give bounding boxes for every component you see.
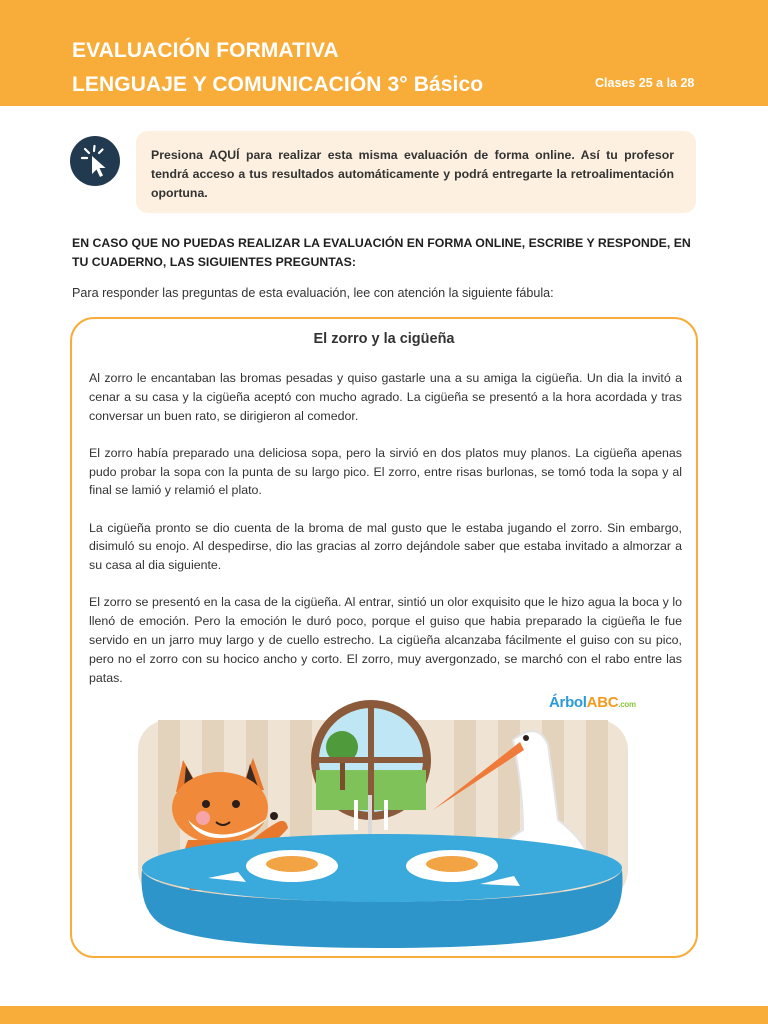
round-table	[142, 834, 623, 948]
story-paragraph-4: El zorro se presentó en la casa de la cigüeña. Al entrar, sintió un olor exquisito que le hizo agua la boca y lo llenó de emoción. Pero la emoción le duró poco, porque el guiso que habia preparado la cigüeña le fue servido en un jarro muy largo y de cuello estrecho. La cigüeña alcanzaba fácilmente el guiso con su pico, pero no el zorro con su hocico ancho y corto. El zorro, muy avergonzado, se marchó con el rabo entre las patas.	[89, 595, 682, 685]
story-body	[89, 369, 682, 706]
fox-and-stork-illustration	[128, 700, 636, 952]
logo-part-com: .com	[618, 700, 636, 709]
header-title-line1: EVALUACIÓN FORMATIVA	[72, 39, 339, 62]
intro-text: Para responder las preguntas de esta evaluación, lee con atención la siguiente fábula:	[72, 286, 554, 300]
cursor-click-icon	[70, 136, 120, 186]
story-paragraph-2: El zorro había preparado una deliciosa sopa, pero la sirvió en dos platos muy planos. La cigüeña apenas pudo probar la sopa con la punta de su largo pico. El zorro, entre risas burlonas, se tomó toda la sopa y al final se lamió y relamió el plato.	[89, 445, 682, 498]
story-paragraph-1: Al zorro le encantaban las bromas pesadas y quiso gastarle una a su amiga la cigüeña. Un dia la invitó a cenar a su casa y la cigüeña aceptó con mucho agrado. La cigüeña se presentó a la hora acordada y tras conversar un buen rato, se dirigieron al comedor.	[89, 371, 682, 423]
online-prompt-box[interactable]	[136, 131, 696, 213]
instructions-heading: EN CASO QUE NO PUEDAS REALIZAR LA EVALUACIÓN EN FORMA ONLINE, ESCRIBE Y RESPONDE, EN TU CUADERNO, LAS SIGUIENTES PREGUNTAS:	[72, 236, 691, 269]
logo-part-abc: ABC	[586, 694, 619, 711]
header-classes-label: Clases 25 a la 28	[595, 76, 695, 90]
story-paragraph-3: La cigüeña pronto se dio cuenta de la broma de mal gusto que le estaba jugando el zorro. Sin embargo, disimuló su enojo. Al despedirse, dio las gracias al zorro dejándole saber que estaba invitado a almorzar a su casa al dia siguiente.	[89, 520, 682, 573]
story-title: El zorro y la cigüeña	[313, 331, 455, 347]
logo-part-arbol: Árbol	[549, 694, 587, 711]
online-prompt-text: Presiona AQUÍ para realizar esta misma evaluación de forma online. Así tu profesor tendrá acceso a tus resultados automáticamente y podrá entregarte la retroalimentación oportuna.	[151, 148, 674, 200]
online-link-badge[interactable]	[70, 136, 120, 186]
page-header	[0, 0, 768, 106]
page-footer	[0, 1006, 768, 1024]
header-title-line2: LENGUAJE Y COMUNICACIÓN 3° Básico	[72, 73, 484, 96]
